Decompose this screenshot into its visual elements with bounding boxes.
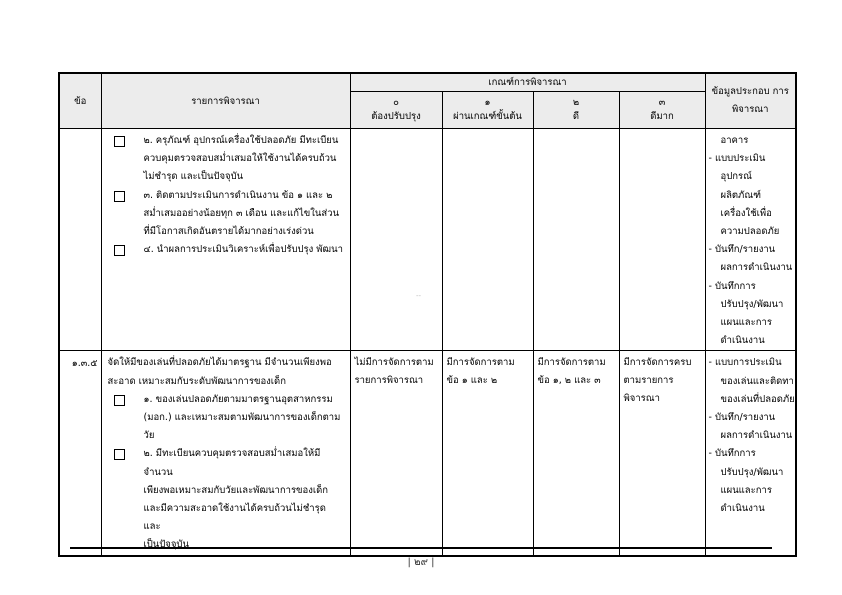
header-level-0: [350, 92, 442, 129]
criteria-cell-3: มีการจัดการครบ ตามรายการ พิจารณา: [619, 351, 705, 556]
criteria-cell-2: [533, 129, 619, 351]
checklist-item: ๒. ครุภัณฑ์ อุปกรณ์เครื่องใช้ปลอดภัย มีทะเบียน ควบคุมตรวจสอบสม่ำเสมอให้ใช้งานได้ครบถ้วน ไม่ชำรุด และเป็นปัจจุบัน: [106, 132, 346, 187]
header-level-3: [619, 92, 705, 129]
level-label: ผ่านเกณฑ์ขั้นต้น: [453, 111, 522, 122]
footer-rule: [70, 547, 772, 549]
criteria-table: [58, 72, 797, 557]
row-items: [101, 129, 350, 351]
level-score: ๑: [484, 97, 491, 108]
level-label: ต้องปรับปรุง: [371, 111, 421, 122]
page-number: | ๒๙ |: [407, 557, 435, 568]
level-label: ดี: [572, 111, 580, 122]
criteria-cell-3: [619, 129, 705, 351]
checklist-item: ๓. ติดตามประเมินการดำเนินงาน ข้อ ๑ และ ๒ สม่ำเสมออย่างน้อยทุก ๓ เดือน และแก้ไขในส่วน ที่มีโอกาสเกิดอันตรายได้มากอย่างเร่งด่วน: [106, 187, 346, 242]
faint-mark: --: [416, 292, 422, 300]
criteria-cell-2: มีการจัดการตาม ข้อ ๑, ๒ และ ๓: [533, 351, 619, 556]
header-level-1: [442, 92, 533, 129]
item-heading: จัดให้มีของเล่นที่ปลอดภัยได้มาตรฐาน มีจำนวนเพียงพอ: [107, 357, 332, 369]
checkbox-icon: [114, 245, 125, 256]
checkbox-icon: [114, 136, 125, 147]
criteria-cell-1: [442, 129, 533, 351]
criteria-cell-0: [350, 129, 442, 351]
checkbox-icon: [114, 191, 125, 202]
row-number: ๑.๓.๕: [59, 351, 101, 556]
level-score: ๐: [393, 97, 399, 108]
info-cell: - แบบการประเมิน ของเล่นและติดทา ของเล่นที่ปลอดภัย - บันทึก/รายงาน ผลการดำเนินงาน - บันทึกการ ปรับปรุง/พัฒนา แผนและการ ดำเนินงาน: [705, 351, 796, 556]
header-no: ข้อ: [59, 73, 101, 129]
header-criteria: เกณฑ์การพิจารณา: [350, 73, 705, 92]
row-number: [59, 129, 101, 351]
level-score: ๒: [572, 97, 580, 108]
table-row: [59, 351, 796, 556]
level-score: ๓: [658, 97, 666, 108]
header-level-2: [533, 92, 619, 129]
level-label: ดีมาก: [650, 111, 674, 122]
checklist-item: ๔. นำผลการประเมินวิเคราะห์เพื่อปรับปรุง พัฒนา: [106, 241, 346, 259]
table-row: [59, 129, 796, 351]
checklist-item: ๑. ของเล่นปลอดภัยตามมาตรฐานอุตสาหกรรม (มอก.) และเหมาะสมตามพัฒนาการของเด็กตามวัย: [106, 391, 346, 446]
checklist-item: ๒. มีทะเบียนควบคุมตรวจสอบสม่ำเสมอให้มีจำนวน เพียงพอเหมาะสมกับวัยและพัฒนาการของเด็ก และมีความสะอาดใช้งานได้ครบถ้วนไม่ชำรุด และ เป็นปัจจุบัน: [106, 445, 346, 554]
row-items: [101, 351, 350, 556]
criteria-cell-0: ไม่มีการจัดการตาม รายการพิจารณา: [350, 351, 442, 556]
criteria-cell-1: มีการจัดการตาม ข้อ ๑ และ ๒: [442, 351, 533, 556]
info-cell: อาคาร - แบบประเมิน อุปกรณ์ ผลิตภัณฑ์ เครื่องใช้เพื่อ ความปลอดภัย - บันทึก/รายงาน ผลการดำเนินงาน - บันทึกการ ปรับปรุง/พัฒนา แผนและการ ดำเนินงาน: [705, 129, 796, 351]
item-heading: สะอาด เหมาะสมกับระดับพัฒนาการของเด็ก: [107, 375, 286, 387]
header-item: รายการพิจารณา: [101, 73, 350, 129]
checkbox-icon: [114, 395, 125, 406]
checkbox-icon: [114, 449, 125, 460]
header-info: ข้อมูลประกอบ การพิจารณา: [705, 73, 796, 129]
